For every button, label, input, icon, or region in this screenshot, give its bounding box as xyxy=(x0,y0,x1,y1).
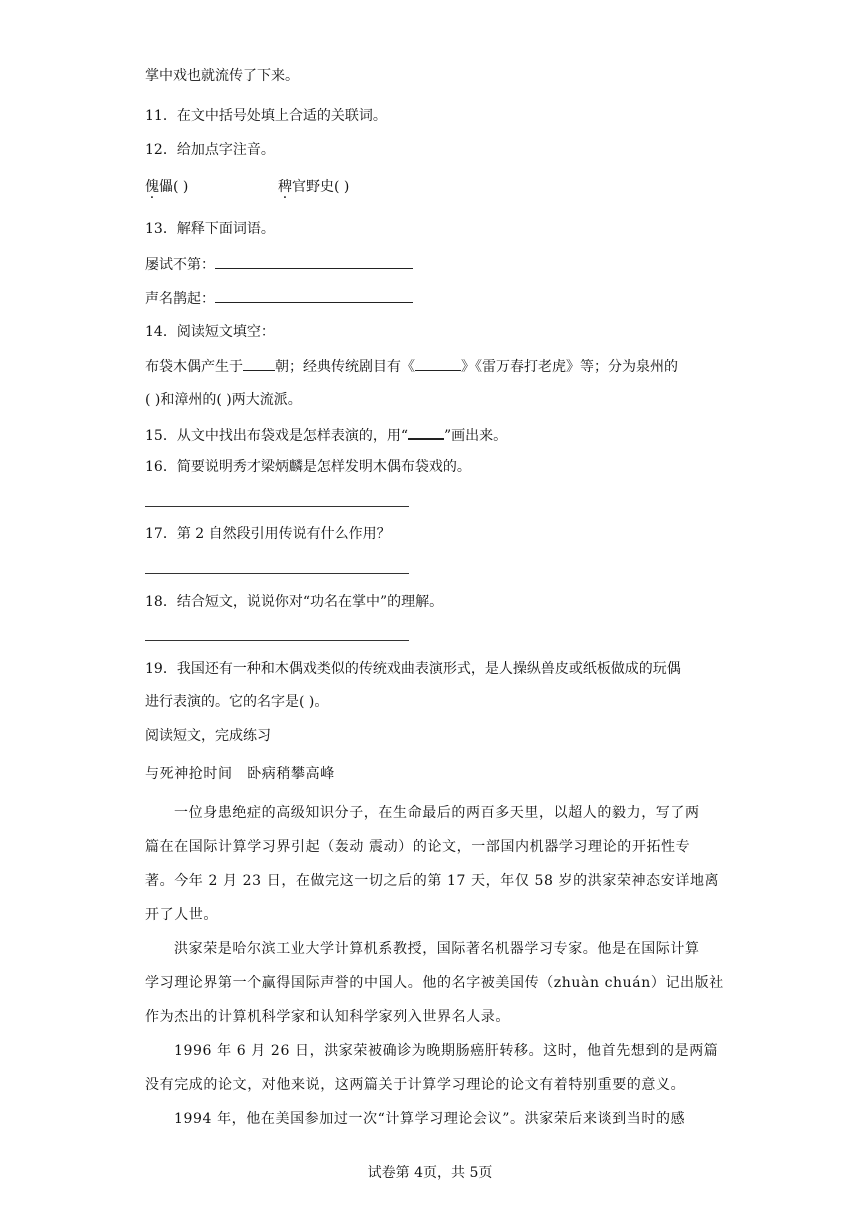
answer-line[interactable] xyxy=(145,573,409,574)
question-16: 16．简要说明秀才梁炳麟是怎样发明木偶布袋戏的。 xyxy=(145,459,471,475)
answer-blank[interactable] xyxy=(415,356,461,371)
answer-paren: ( ) xyxy=(334,179,350,195)
q12-item-a xyxy=(145,177,188,197)
q14-text: 布袋木偶产生于 xyxy=(145,359,243,375)
plain-char: 官野史 xyxy=(292,179,334,195)
answer-line[interactable] xyxy=(145,506,409,507)
section-intro: 阅读短文，完成练习 xyxy=(145,728,271,744)
q14-text: 》《雷万春打老虎》等；分为泉州的 xyxy=(461,359,678,375)
term-label: 屡试不第： xyxy=(145,257,215,273)
q15-text: ”画出来。 xyxy=(443,428,508,444)
paragraph-line: 洪家荣是哈尔滨工业大学计算机系教授，国际著名机器学习专家。他是在国际计算 xyxy=(174,941,700,957)
paragraph-line: 篇在在国际计算学习界引起（轰动 震动）的论文，一部国内机器学习理论的开拓性专 xyxy=(145,839,691,855)
question-15 xyxy=(145,424,507,446)
plain-char: 儡 xyxy=(159,179,173,195)
question-11: 11．在文中括号处填上合适的关联词。 xyxy=(145,108,387,124)
q13-item-a xyxy=(145,254,413,275)
question-12: 12．给加点字注音。 xyxy=(145,142,275,158)
paragraph-line: 一位身患绝症的高级知识分子，在生命最后的两百多天里，以超人的毅力，写了两 xyxy=(174,805,700,821)
underline-mark xyxy=(408,424,444,440)
dotted-char: 稗 xyxy=(278,179,292,195)
page-footer: 试卷第 4页，共 5页 xyxy=(367,1165,493,1181)
q14-line-1 xyxy=(145,356,678,377)
answer-blank[interactable] xyxy=(215,254,413,269)
text-line: 掌中戏也就流传了下来。 xyxy=(145,68,299,84)
paragraph-line: 开了人世。 xyxy=(145,907,218,923)
question-13: 13．解释下面词语。 xyxy=(145,221,275,237)
question-14: 14．阅读短文填空： xyxy=(145,324,275,340)
q13-item-b xyxy=(145,288,413,309)
answer-blank[interactable] xyxy=(243,356,275,371)
dotted-char: 傀 xyxy=(145,179,159,195)
q12-item-b xyxy=(278,177,349,197)
paragraph-line: 著。今年 2 月 23 日，在做完这一切之后的第 17 天，年仅 58 岁的洪家荣神态安详地离 xyxy=(145,873,720,889)
question-19-line-2: 进行表演的。它的名字是( )。 xyxy=(145,694,329,710)
article-title: 与死神抢时间 卧病稍攀高峰 xyxy=(145,766,335,782)
answer-line[interactable] xyxy=(145,640,409,641)
answer-blank[interactable] xyxy=(215,288,413,303)
answer-paren: ( ) xyxy=(173,179,189,195)
paragraph-line: 没有完成的论文，对他来说，这两篇关于计算学习理论的论文有着特别重要的意义。 xyxy=(145,1077,686,1093)
question-17: 17．第 2 自然段引用传说有什么作用？ xyxy=(145,526,391,542)
question-19-line-1: 19．我国还有一种和木偶戏类似的传统戏曲表演形式，是人操纵兽皮或纸板做成的玩偶 xyxy=(145,661,681,677)
paragraph-line: 作为杰出的计算机科学家和认知科学家列入世界名人录。 xyxy=(145,1009,510,1025)
paragraph-line: 1996 年 6 月 26 日，洪家荣被确诊为晚期肠癌肝转移。这时，他首先想到的是两篇 xyxy=(174,1043,719,1059)
q14-text: 朝；经典传统剧目有《 xyxy=(275,359,415,375)
paragraph-line: 1994 年，他在美国参加过一次“计算学习理论会议”。洪家荣后来谈到当时的感 xyxy=(174,1111,686,1127)
q14-line-2: ( )和漳州的( )两大流派。 xyxy=(145,392,302,408)
q15-text: 15．从文中找出布袋戏是怎样表演的，用“ xyxy=(145,428,408,444)
paragraph-line: 学习理论界第一个赢得国际声誉的中国人。他的名字被美国传（zhuàn chuán）记出版社 xyxy=(145,975,724,991)
term-label: 声名鹊起： xyxy=(145,291,215,307)
question-18: 18．结合短文，说说你对“功名在掌中”的理解。 xyxy=(145,594,444,610)
